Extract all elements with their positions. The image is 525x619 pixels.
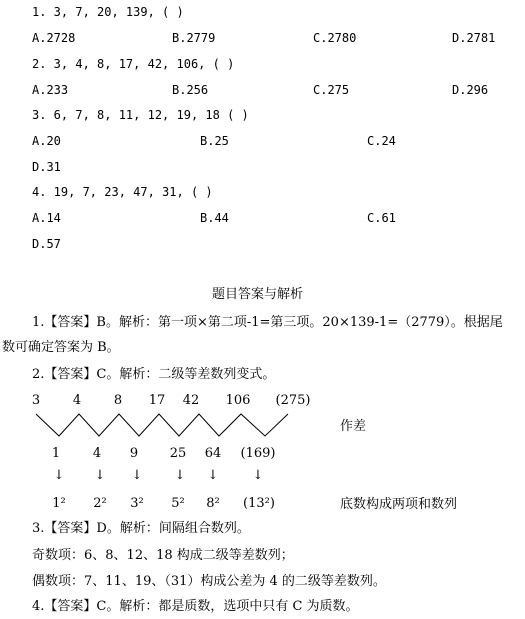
- q1-option-a: A.2728: [32, 31, 76, 45]
- difference-value: 64: [204, 446, 222, 461]
- sequence-term: 42: [182, 393, 200, 408]
- sequence-term: 106: [225, 393, 251, 408]
- sequence-term: 3: [31, 393, 41, 408]
- down-arrow-icon: ↓: [252, 468, 264, 483]
- difference-value-answer: (169): [240, 446, 276, 461]
- down-arrow-icon: ↓: [207, 468, 219, 483]
- sequence-term-answer: (275): [275, 393, 311, 408]
- answer-4: 4.【答案】C。解析：都是质数，选项中只有 C 为质数。: [32, 599, 359, 614]
- q1-option-c: C.2780: [313, 31, 357, 45]
- q3-option-a: A.20: [32, 134, 61, 148]
- square-term-answer: (13²): [243, 496, 275, 511]
- q4-option-b: B.44: [200, 211, 229, 225]
- q2-option-a: A.233: [32, 83, 69, 97]
- answer-1-line-1: 1.【答案】B。解析：第一项×第二项-1=第三项。20×139-1=（2779）。根据尾: [32, 315, 503, 330]
- q4-option-c: C.61: [367, 211, 396, 225]
- answer-3: 3.【答案】D。解析：间隔组合数列。: [32, 521, 250, 536]
- square-term: 2²: [93, 496, 107, 511]
- question-4-stem: 4. 19, 7, 23, 47, 31, ( ): [32, 185, 213, 199]
- down-arrow-icon: ↓: [94, 468, 106, 483]
- q2-option-b: B.256: [172, 83, 209, 97]
- q4-option-a: A.14: [32, 211, 61, 225]
- q2-option-d: D.296: [452, 83, 489, 97]
- sequence-term: 4: [72, 393, 82, 408]
- down-arrow-icon: ↓: [174, 468, 186, 483]
- difference-value: 25: [169, 446, 187, 461]
- square-term: 8²: [206, 496, 220, 511]
- answer-3-odd-terms: 奇数项：6、8、12、18 构成二级等差数列；: [32, 548, 294, 563]
- q1-option-b: B.2779: [172, 31, 216, 45]
- sequence-term: 8: [113, 393, 123, 408]
- q1-option-d: D.2781: [452, 31, 496, 45]
- question-3-stem: 3. 6, 7, 8, 11, 12, 19, 18 ( ): [32, 108, 249, 122]
- answers-heading: 题目答案与解析: [212, 287, 304, 302]
- q2-option-c: C.275: [313, 83, 350, 97]
- square-term: 1²: [52, 496, 66, 511]
- difference-value: 1: [51, 446, 61, 461]
- question-2-stem: 2. 3, 4, 8, 17, 42, 106, ( ): [32, 57, 235, 71]
- difference-value: 4: [92, 446, 102, 461]
- square-term: 3²: [130, 496, 144, 511]
- difference-value: 9: [129, 446, 139, 461]
- question-1-stem: 1. 3, 7, 20, 139, ( ): [32, 5, 184, 19]
- sequence-term: 17: [148, 393, 166, 408]
- answer-3-even-terms: 偶数项：7、11、19、（31）构成公差为 4 的二级等差数列。: [32, 574, 386, 589]
- q3-option-d: D.31: [32, 160, 61, 174]
- down-arrow-icon: ↓: [53, 468, 65, 483]
- diagram-label-difference: 作差: [340, 419, 367, 434]
- answer-2: 2.【答案】C。解析：二级等差数列变式。: [32, 367, 276, 382]
- answer-1-line-2: 数可确定答案为 B。: [2, 340, 120, 355]
- q3-option-c: C.24: [367, 134, 396, 148]
- q3-option-b: B.25: [200, 134, 229, 148]
- diagram-label-base: 底数构成两项和数列: [340, 497, 458, 512]
- down-arrow-icon: ↓: [131, 468, 143, 483]
- square-term: 5²: [171, 496, 185, 511]
- q4-option-d: D.57: [32, 237, 61, 251]
